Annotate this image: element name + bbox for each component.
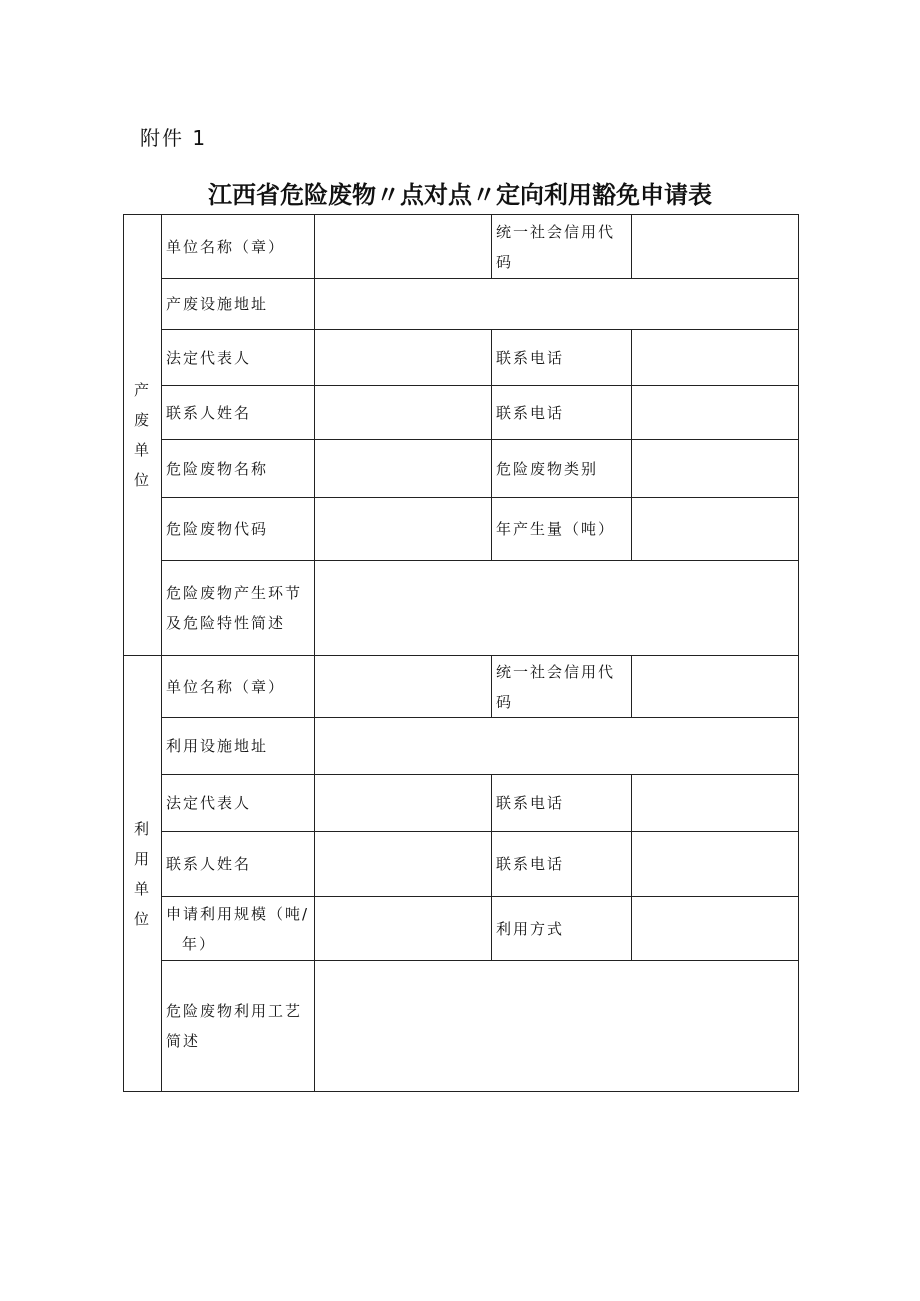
user-method-field[interactable] — [632, 897, 799, 961]
producer-row-unit-name — [124, 215, 799, 279]
user-phone-2-field[interactable] — [632, 832, 799, 897]
user-facility-address-field[interactable] — [315, 718, 799, 775]
producer-contact-name-field[interactable] — [315, 386, 492, 440]
producer-row-legal-rep — [124, 330, 799, 386]
user-credit-code-label: 统一社会信用代码 — [492, 656, 632, 718]
user-row-scale — [124, 897, 799, 961]
user-process-desc-line1: 危险废物利用工艺 — [166, 1002, 303, 1020]
user-row-process-desc — [124, 961, 799, 1092]
user-scale-line2: 年） — [182, 934, 217, 953]
producer-phone-1-field[interactable] — [632, 330, 799, 386]
producer-row-waste-name — [124, 440, 799, 498]
producer-facility-address-field[interactable] — [315, 279, 799, 330]
user-group-label-line2: 单位 — [133, 879, 151, 928]
producer-waste-code-label: 危险废物代码 — [162, 498, 315, 561]
producer-legal-rep-field[interactable] — [315, 330, 492, 386]
user-method-label: 利用方式 — [492, 897, 632, 961]
producer-row-process-desc — [124, 561, 799, 656]
producer-facility-address-label: 产废设施地址 — [162, 279, 315, 330]
producer-waste-name-label: 危险废物名称 — [162, 440, 315, 498]
producer-annual-output-label: 年产生量（吨） — [492, 498, 632, 561]
user-legal-rep-label: 法定代表人 — [162, 775, 315, 832]
user-unit-name-field[interactable] — [315, 656, 492, 718]
user-row-facility-address — [124, 718, 799, 775]
user-row-legal-rep — [124, 775, 799, 832]
producer-annual-output-field[interactable] — [632, 498, 799, 561]
producer-waste-code-field[interactable] — [315, 498, 492, 561]
producer-process-desc-line2: 及危险特性简述 — [166, 614, 286, 632]
user-process-desc-field[interactable] — [315, 961, 799, 1092]
producer-contact-name-label: 联系人姓名 — [162, 386, 315, 440]
producer-group-label-line1: 产废 — [133, 381, 151, 429]
user-phone-1-field[interactable] — [632, 775, 799, 832]
producer-waste-category-field[interactable] — [632, 440, 799, 498]
producer-process-desc-field[interactable] — [315, 561, 799, 656]
user-contact-name-field[interactable] — [315, 832, 492, 897]
user-scale-line1: 申请利用规模（吨/ — [166, 904, 310, 923]
user-group-label-line1: 利用 — [133, 819, 151, 868]
application-form-table — [123, 214, 799, 1092]
form-title: 江西省危险废物〃点对点〃定向利用豁免申请表 — [208, 181, 712, 209]
user-credit-code-field[interactable] — [632, 656, 799, 718]
attachment-label: 附件 1 — [140, 126, 208, 150]
producer-phone-2-label: 联系电话 — [492, 386, 632, 440]
user-contact-name-label: 联系人姓名 — [162, 832, 315, 897]
user-group-label — [124, 656, 162, 1092]
user-process-desc-line2: 简述 — [166, 1032, 201, 1050]
user-legal-rep-field[interactable] — [315, 775, 492, 832]
producer-waste-category-label: 危险废物类别 — [492, 440, 632, 498]
producer-unit-name-field[interactable] — [315, 215, 492, 279]
producer-phone-1-label: 联系电话 — [492, 330, 632, 386]
producer-credit-code-label: 统一社会信用代码 — [492, 215, 632, 279]
user-process-desc-label — [162, 961, 315, 1092]
producer-row-waste-code — [124, 498, 799, 561]
producer-process-desc-label — [162, 561, 315, 656]
user-phone-1-label: 联系电话 — [492, 775, 632, 832]
producer-row-facility-address — [124, 279, 799, 330]
producer-unit-name-label: 单位名称（章） — [162, 215, 315, 279]
producer-process-desc-line1: 危险废物产生环节 — [166, 584, 303, 602]
user-phone-2-label: 联系电话 — [492, 832, 632, 897]
producer-phone-2-field[interactable] — [632, 386, 799, 440]
user-unit-name-label: 单位名称（章） — [162, 656, 315, 718]
producer-group-label-line2: 单位 — [133, 441, 151, 489]
user-row-unit-name — [124, 656, 799, 718]
producer-credit-code-field[interactable] — [632, 215, 799, 279]
user-scale-field[interactable] — [315, 897, 492, 961]
user-row-contact — [124, 832, 799, 897]
user-scale-label — [162, 897, 315, 961]
user-facility-address-label: 利用设施地址 — [162, 718, 315, 775]
producer-row-contact — [124, 386, 799, 440]
producer-waste-name-field[interactable] — [315, 440, 492, 498]
producer-group-label — [124, 215, 162, 656]
producer-legal-rep-label: 法定代表人 — [162, 330, 315, 386]
